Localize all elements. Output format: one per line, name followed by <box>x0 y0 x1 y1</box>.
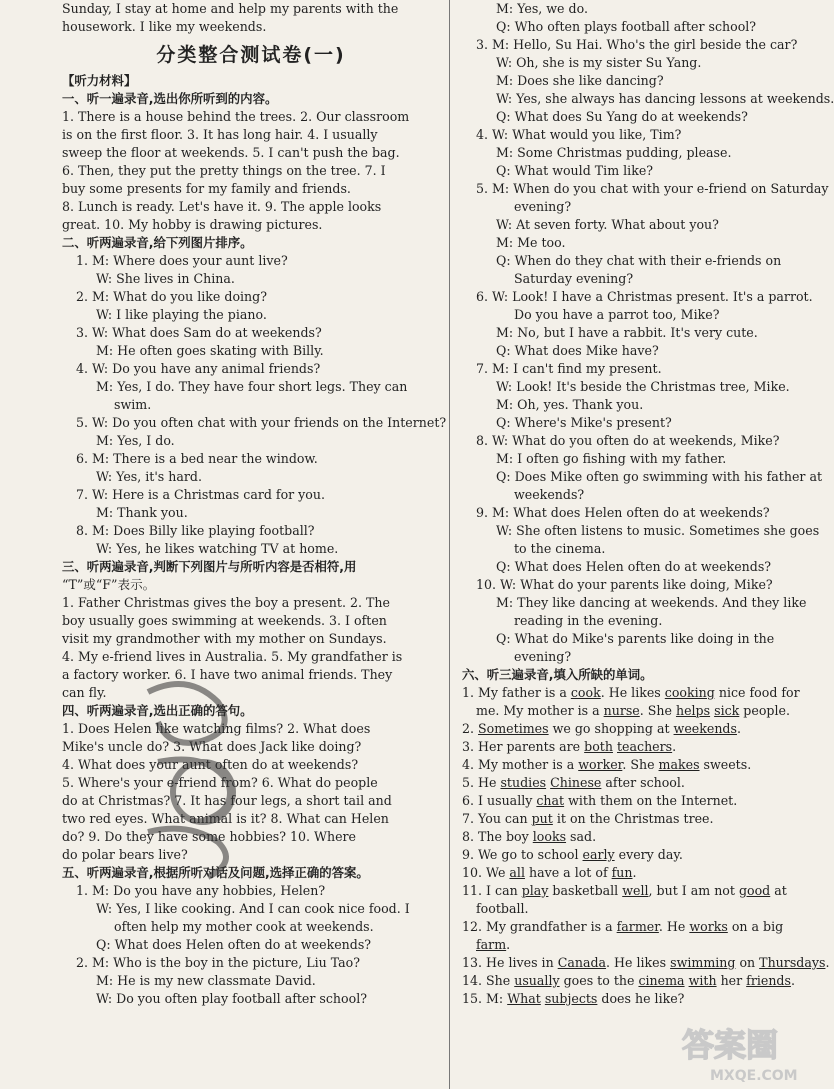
text-line: can fly. <box>62 685 107 700</box>
text-line: a factory worker. 6. I have two animal friends. They <box>62 667 393 682</box>
dialogue-line: 1. M: Do you have any hobbies, Helen? <box>76 883 326 898</box>
section-4-heading: 四、听两遍录音,选出正确的答句。 <box>62 703 253 718</box>
dialogue-line: 5. W: Do you often chat with your friends on the Internet? <box>76 415 447 430</box>
dialogue-line: 4. W: What would you like, Tim? <box>476 127 682 142</box>
text-line: housework. I like my weekends. <box>62 19 267 34</box>
fill-blank-line: football. <box>476 901 529 916</box>
dialogue-line: W: She lives in China. <box>96 271 235 286</box>
site-watermark-logo <box>680 1024 806 1084</box>
dialogue-line: 3. W: What does Sam do at weekends? <box>76 325 322 340</box>
section-6-body <box>462 684 830 1008</box>
fill-blank-line: 7. You can put it on the Christmas tree. <box>462 811 714 826</box>
page-title: 分类整合测试卷(一) <box>156 44 346 66</box>
dialogue-line: 10. W: What do your parents like doing, Mike? <box>476 577 773 592</box>
dialogue-line: 5. M: When do you chat with your e-friend on Saturday <box>476 181 829 196</box>
dialogue-line: 8. M: Does Billy like playing football? <box>76 523 315 538</box>
dialogue-line: Q: What does Su Yang do at weekends? <box>496 109 748 124</box>
text-line: 8. Lunch is ready. Let's have it. 9. The apple looks <box>62 199 382 214</box>
dialogue-line: 9. M: What does Helen often do at weekends? <box>476 505 770 520</box>
dialogue-line: reading in the evening. <box>514 613 663 628</box>
text-line: 5. Where's your e-friend from? 6. What do people <box>62 775 378 790</box>
right-column <box>462 0 834 1008</box>
text-line: Mike's uncle do? 3. What does Jack like doing? <box>62 739 362 754</box>
dialogue-line: M: Oh, yes. Thank you. <box>496 397 644 412</box>
text-line: 4. What does your aunt often do at weekends? <box>62 757 359 772</box>
dialogue-line: M: Yes, I do. They have four short legs. They can <box>96 379 408 394</box>
dialogue-line: W: Do you often play football after school? <box>96 991 367 1006</box>
text-line: 6. Then, they put the pretty things on the tree. 7. I <box>62 163 386 178</box>
watermark-url: MXQE.COM <box>710 1068 798 1084</box>
section-6-heading: 六、听三遍录音,填入所缺的单词。 <box>462 667 653 682</box>
dialogue-line: to the cinema. <box>514 541 606 556</box>
material-label: 【听力材料】 <box>62 73 137 88</box>
text-line: do polar bears live? <box>62 847 188 862</box>
dialogue-line: Q: Where's Mike's present? <box>496 415 672 430</box>
fill-blank-line: 9. We go to school early every day. <box>462 847 683 862</box>
dialogue-line: M: He often goes skating with Billy. <box>96 343 324 358</box>
dialogue-line: 2. M: Who is the boy in the picture, Liu Tao? <box>76 955 361 970</box>
dialogue-line: Q: What would Tim like? <box>496 163 654 178</box>
dialogue-line: W: Look! It's beside the Christmas tree, Mike. <box>496 379 790 394</box>
dialogue-line: Q: What do Mike's parents like doing in the <box>496 631 775 646</box>
dialogue-line: 3. M: Hello, Su Hai. Who's the girl beside the car? <box>476 37 798 52</box>
dialogue-line: M: Yes, we do. <box>496 1 588 16</box>
text-line: 1. There is a house behind the trees. 2. Our classroom <box>62 109 410 124</box>
dialogue-line: M: He is my new classmate David. <box>96 973 316 988</box>
section-5-body <box>62 882 440 1008</box>
dialogue-line: 8. W: What do you often do at weekends, Mike? <box>476 433 780 448</box>
section-5-continued <box>462 0 834 666</box>
fill-blank-line: farm. <box>476 937 511 952</box>
fill-blank-line: 8. The boy looks sad. <box>462 829 597 844</box>
dialogue-line: M: I often go fishing with my father. <box>496 451 727 466</box>
text-line: 1. Father Christmas gives the boy a present. 2. The <box>62 595 390 610</box>
dialogue-line: W: Yes, I like cooking. And I can cook nice food. I <box>96 901 410 916</box>
dialogue-line: Q: Does Mike often go swimming with his father at <box>496 469 823 484</box>
fill-blank-line: 4. My mother is a worker. She makes sweets. <box>462 757 752 772</box>
dialogue-line: Saturday evening? <box>514 271 634 286</box>
fill-blank-line: 5. He studies Chinese after school. <box>462 775 685 790</box>
fill-blank-line: 14. She usually goes to the cinema with her friends. <box>462 973 795 988</box>
dialogue-line: M: Thank you. <box>96 505 188 520</box>
fill-blank-line: 10. We all have a lot of fun. <box>462 865 637 880</box>
text-line: is on the first floor. 3. It has long hair. 4. I usually <box>62 127 378 142</box>
stamp-watermark <box>128 672 258 882</box>
text-line: visit my grandmother with my mother on Sundays. <box>62 631 387 646</box>
fill-blank-line: 13. He lives in Canada. He likes swimming on Thursdays. <box>462 955 830 970</box>
column-divider <box>449 0 450 1089</box>
section-1-body <box>62 108 440 234</box>
dialogue-line: M: No, but I have a rabbit. It's very cute. <box>496 325 758 340</box>
dialogue-line: 2. M: What do you like doing? <box>76 289 267 304</box>
section-3-heading-cont: “T”或“F”表示。 <box>62 577 156 592</box>
section-3-heading: 三、听两遍录音,判断下列图片与所听内容是否相符,用 <box>62 559 357 574</box>
text-line: do at Christmas? 7. It has four legs, a short tail and <box>62 793 392 808</box>
fill-blank-line: me. My mother is a nurse. She helps sick people. <box>476 703 790 718</box>
dialogue-line: 1. M: Where does your aunt live? <box>76 253 288 268</box>
text-line: sweep the floor at weekends. 5. I can't push the bag. <box>62 145 400 160</box>
dialogue-line: M: Does she like dancing? <box>496 73 664 88</box>
text-line: 1. Does Helen like watching films? 2. What does <box>62 721 371 736</box>
dialogue-line: 7. M: I can't find my present. <box>476 361 662 376</box>
dialogue-line: M: Some Christmas pudding, please. <box>496 145 732 160</box>
dialogue-line: W: Oh, she is my sister Su Yang. <box>496 55 702 70</box>
dialogue-line: M: Me too. <box>496 235 566 250</box>
dialogue-line: M: They like dancing at weekends. And they like <box>496 595 807 610</box>
dialogue-line: 6. W: Look! I have a Christmas present. It's a parrot. <box>476 289 813 304</box>
dialogue-line: 7. W: Here is a Christmas card for you. <box>76 487 325 502</box>
dialogue-line: W: At seven forty. What about you? <box>496 217 719 232</box>
dialogue-line: W: Yes, it's hard. <box>96 469 202 484</box>
dialogue-line: M: Yes, I do. <box>96 433 175 448</box>
dialogue-line: W: I like playing the piano. <box>96 307 267 322</box>
text-line: Sunday, I stay at home and help my parents with the <box>62 1 399 16</box>
dialogue-line: Q: What does Mike have? <box>496 343 659 358</box>
text-line: great. 10. My hobby is drawing pictures. <box>62 217 323 232</box>
dialogue-line: often help my mother cook at weekends. <box>114 919 374 934</box>
dialogue-line: Do you have a parrot too, Mike? <box>514 307 720 322</box>
dialogue-line: evening? <box>514 199 572 214</box>
fill-blank-line: 12. My grandfather is a farmer. He works on a big <box>462 919 784 934</box>
dialogue-line: weekends? <box>514 487 585 502</box>
dialogue-line: swim. <box>114 397 152 412</box>
text-line: buy some presents for my family and friends. <box>62 181 351 196</box>
fill-blank-line: 6. I usually chat with them on the Internet. <box>462 793 738 808</box>
section-5-heading: 五、听两遍录音,根据所听对话及问题,选择正确的答案。 <box>62 865 369 880</box>
dialogue-line: Q: What does Helen often do at weekends? <box>96 937 372 952</box>
watermark-logo-text: 答案圈 <box>682 1026 779 1064</box>
section-1-heading: 一、听一遍录音,选出你所听到的内容。 <box>62 91 278 106</box>
section-2-heading: 二、听两遍录音,给下列图片排序。 <box>62 235 253 250</box>
fill-blank-line: 15. M: What subjects does he like? <box>462 991 685 1006</box>
dialogue-line: Q: What does Helen often do at weekends? <box>496 559 772 574</box>
text-line: two red eyes. What animal is it? 8. What can Helen <box>62 811 389 826</box>
fill-blank-line: 11. I can play basketball well, but I am not good at <box>462 883 787 898</box>
text-line: 4. My e-friend lives in Australia. 5. My grandfather is <box>62 649 403 664</box>
fill-blank-line: 2. Sometimes we go shopping at weekends. <box>462 721 741 736</box>
dialogue-line: Q: Who often plays football after school? <box>496 19 757 34</box>
intro-text <box>62 0 440 36</box>
dialogue-line: W: She often listens to music. Sometimes she goes <box>496 523 820 538</box>
section-2-body <box>62 252 447 558</box>
dialogue-line: W: Yes, she always has dancing lessons at weekends. <box>496 91 834 106</box>
text-line: do? 9. Do they have some hobbies? 10. Where <box>62 829 357 844</box>
fill-blank-line: 3. Her parents are both teachers. <box>462 739 677 754</box>
dialogue-line: W: Yes, he likes watching TV at home. <box>96 541 339 556</box>
dialogue-line: 6. M: There is a bed near the window. <box>76 451 318 466</box>
text-line: boy usually goes swimming at weekends. 3. I often <box>62 613 387 628</box>
fill-blank-line: 1. My father is a cook. He likes cooking nice food for <box>462 685 800 700</box>
dialogue-line: Q: When do they chat with their e-friends on <box>496 253 782 268</box>
dialogue-line: evening? <box>514 649 572 664</box>
dialogue-line: 4. W: Do you have any animal friends? <box>76 361 321 376</box>
